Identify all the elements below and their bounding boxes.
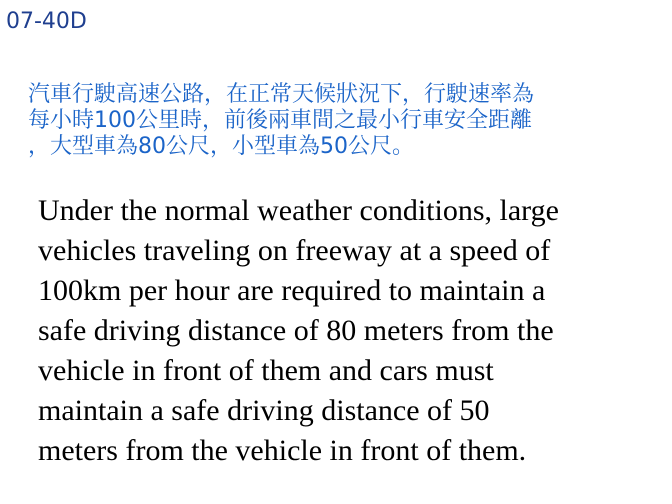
english-line: 100km per hour are required to maintain a — [38, 274, 546, 307]
english-line: vehicle in front of them and cars must — [38, 354, 494, 387]
chinese-line: 每小時100公里時，前後兩車間之最小行車安全距離 — [28, 108, 532, 133]
english-line: meters from the vehicle in front of them. — [38, 434, 527, 467]
question-code: 07-40D — [6, 9, 87, 34]
english-line: vehicles traveling on freeway at a speed of — [38, 234, 551, 267]
english-line: safe driving distance of 80 meters from the — [38, 314, 554, 347]
chinese-line: 汽車行駛高速公路，在正常天候狀況下，行駛速率為 — [28, 82, 535, 107]
chinese-question-text — [28, 82, 664, 160]
english-line: Under the normal weather conditions, large — [38, 194, 559, 227]
english-question-text — [38, 191, 668, 471]
english-line: maintain a safe driving distance of 50 — [38, 394, 490, 427]
chinese-line: ，大型車為80公尺，小型車為50公尺。 — [28, 134, 414, 159]
